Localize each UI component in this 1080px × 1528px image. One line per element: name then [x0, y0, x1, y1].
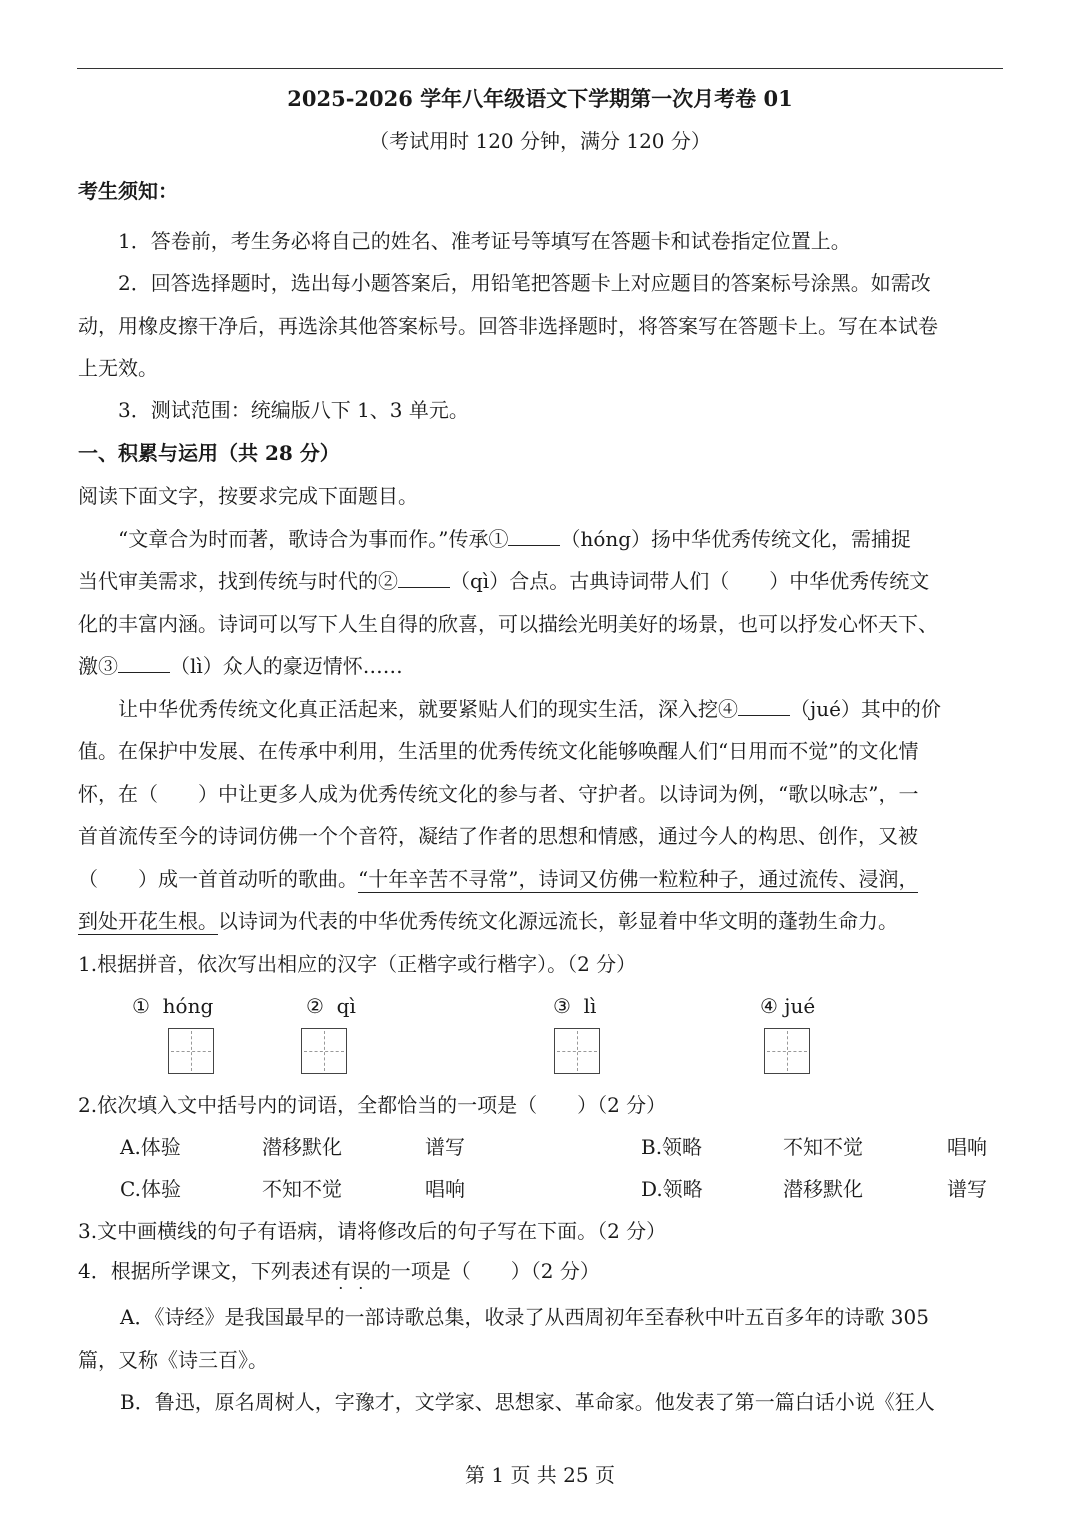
- notice-item-2-line-1: 2．回答选择题时，选出每小题答案后，用铅笔把答题卡上对应题目的答案标号涂黑。如需改: [118, 271, 931, 295]
- notice-item-2-line-3: 上无效。: [78, 356, 158, 380]
- fill-blank-1[interactable]: [508, 527, 560, 546]
- passage-line: [118, 526, 1048, 552]
- passage-line: [78, 908, 1008, 934]
- passage-text: 当代审美需求，找到传统与时代的②: [78, 569, 398, 593]
- passage-text: 以诗词为代表的中华优秀传统文化源远流长，彰显着中华文明的蓬勃生命力。: [218, 909, 898, 933]
- header-rule: [77, 68, 1003, 69]
- passage-line: [78, 653, 1008, 679]
- option-d-word-2: 潜移默化: [783, 1177, 863, 1201]
- answer-grid-box-2[interactable]: [301, 1028, 347, 1074]
- fill-blank-3[interactable]: [118, 654, 170, 673]
- question-4: [78, 1258, 1008, 1284]
- pinyin-label-4: ④ jué: [760, 994, 816, 1018]
- option-d-label: D.领略: [641, 1177, 703, 1201]
- page-title: 2025-2026 学年八年级语文下学期第一次月考卷 01: [287, 86, 793, 111]
- pinyin-label-3: ③ lì: [553, 994, 597, 1018]
- emphasis-char: 有: [330, 1259, 351, 1283]
- page-footer: 第 1 页 共 25 页: [465, 1463, 615, 1487]
- passage-text: 让中华优秀传统文化真正活起来，就要紧贴人们的现实生活，深入挖④: [118, 697, 738, 721]
- answer-grid-box-4[interactable]: [764, 1028, 810, 1074]
- passage-line: 化的丰富内涵。诗词可以写下人生自得的欣喜，可以描绘光明美好的场景，也可以抒发心怀天下、: [78, 612, 938, 636]
- passage-text: （lì）众人的豪迈情怀……: [170, 654, 403, 678]
- question-text: 4．根据所学课文，下列表述: [78, 1259, 331, 1283]
- question-2: 2.依次填入文中括号内的词语，全都恰当的一项是（ ）（2 分）: [78, 1093, 667, 1117]
- passage-line: [118, 696, 1048, 722]
- underlined-sentence: 到处开花生根。: [78, 909, 218, 933]
- question-1: 1.根据拼音，依次写出相应的汉字（正楷字或行楷字）。（2 分）: [78, 952, 637, 976]
- notice-item-2-line-2: 动，用橡皮擦干净后，再选涂其他答案标号。回答非选择题时，将答案写在答题卡上。写在本试卷: [78, 314, 938, 338]
- passage-text: “文章合为时而著，歌诗合为事而作。”传承①: [118, 527, 509, 551]
- pinyin-label-1: ① hóng: [132, 994, 214, 1018]
- question-4-option-a-line-2: 篇，又称《诗三百》。: [78, 1348, 268, 1372]
- fill-blank-4[interactable]: [738, 697, 790, 716]
- underlined-sentence: “十年辛苦不寻常”，诗词又仿佛一粒粒种子，通过流传、浸润，: [358, 867, 919, 891]
- question-4-option-a-line-1: A．《诗经》是我国最早的一部诗歌总集，收录了从西周初年至春秋中叶五百多年的诗歌 305: [120, 1305, 929, 1329]
- option-c-label: C.体验: [120, 1177, 181, 1201]
- notice-item-1: 1．答卷前，考生务必将自己的姓名、准考证号等填写在答题卡和试卷指定位置上。: [118, 229, 851, 253]
- option-c-word-3: 唱响: [425, 1177, 465, 1201]
- passage-text: （ ）成一首首动听的歌曲。: [78, 867, 358, 891]
- answer-grid-box-3[interactable]: [554, 1028, 600, 1074]
- passage-line: [78, 568, 1008, 594]
- option-c-word-2: 不知不觉: [262, 1177, 342, 1201]
- option-b-label: B.领略: [641, 1135, 703, 1159]
- passage-line: [78, 866, 1008, 892]
- notice-heading: 考生须知：: [78, 179, 178, 203]
- option-a-word-2: 潜移默化: [262, 1135, 342, 1159]
- section-1-heading: 一、积累与运用（共 28 分）: [78, 441, 340, 465]
- passage-text: （hóng）扬中华优秀传统文化，需捕捉: [560, 527, 912, 551]
- question-4-option-b-line-1: B．鲁迅，原名周树人，字豫才，文学家、思想家、革命家。他发表了第一篇白话小说《狂人: [120, 1390, 935, 1414]
- option-a-word-3: 谱写: [425, 1135, 465, 1159]
- passage-text: 激③: [78, 654, 118, 678]
- question-text: 的一项是（ ）（2 分）: [370, 1259, 600, 1283]
- pinyin-label-2: ② qì: [306, 994, 356, 1018]
- passage-line: 首首流传至今的诗词仿佛一个个音符，凝结了作者的思想和情感，通过今人的构思、创作，又被: [78, 824, 918, 848]
- answer-grid-box-1[interactable]: [168, 1028, 214, 1074]
- option-b-word-2: 不知不觉: [783, 1135, 863, 1159]
- passage-line: 值。在保护中发展、在传承中利用，生活里的优秀传统文化能够唤醒人们“日用而不觉”的文化情: [78, 739, 919, 763]
- notice-item-3: 3．测试范围：统编版八下 1、3 单元。: [118, 398, 469, 422]
- emphasis-char: 误: [350, 1259, 371, 1283]
- page-subtitle: （考试用时 120 分钟，满分 120 分）: [369, 129, 711, 153]
- passage-text: （jué）其中的价: [790, 697, 941, 721]
- fill-blank-2[interactable]: [398, 569, 450, 588]
- passage-text: （qì）合点。古典诗词带人们（ ）中华优秀传统文: [450, 569, 930, 593]
- option-b-word-3: 唱响: [947, 1135, 987, 1159]
- question-3: 3.文中画横线的句子有语病，请将修改后的句子写在下面。（2 分）: [78, 1219, 667, 1243]
- passage-line: 怀，在（ ）中让更多人成为优秀传统文化的参与者、守护者。以诗词为例，“歌以咏志”，一: [78, 782, 919, 806]
- option-a-label: A.体验: [120, 1135, 181, 1159]
- section-1-instruction: 阅读下面文字，按要求完成下面题目。: [78, 484, 418, 508]
- option-d-word-3: 谱写: [947, 1177, 987, 1201]
